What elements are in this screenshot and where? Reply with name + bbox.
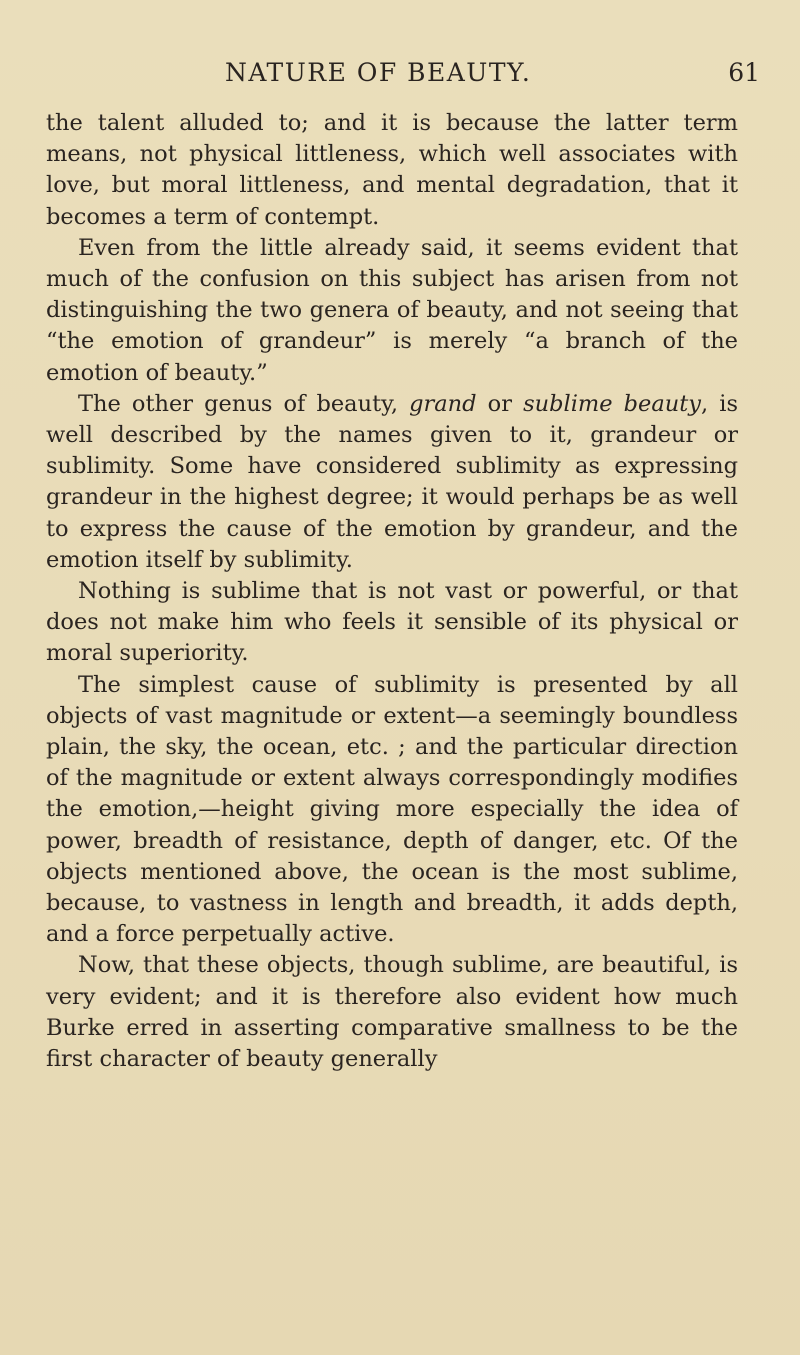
paragraph: Now, that these objects, though sublime, are beautiful, is very evident; and it is therefore also evident how much Burke erred in asserting comparative smallness to be the first character of beauty generally xyxy=(46,952,738,1073)
paragraph: The simplest cause of sublimity is presented by all objects of vast magnitude or extent—a seemingly boundless plain, the sky, the ocean, etc. ; and the particular direction of the magnitude or extent always correspondingly modifies the emotion,—height giving more especially the idea of power, breadth of resistance, depth of danger, etc. Of the objects mentioned above, the ocean is the most sublime, because, to vastness in length and breadth, it adds depth, and a force perpetually active. xyxy=(46,671,738,948)
page-number: 61 xyxy=(728,58,760,87)
running-title: NATURE OF BEAUTY. xyxy=(225,58,532,87)
paragraph: the talent alluded to; and it is because the latter term means, not physical littleness, which well associates with love, but moral littleness, and mental degradation, that it becomes a term of contempt. xyxy=(46,110,738,230)
body-text xyxy=(46,108,738,1075)
paragraph-text: The other genus of beauty, xyxy=(78,390,410,417)
italic-term: sublime beauty xyxy=(523,390,702,417)
paragraph xyxy=(46,389,738,576)
paragraph: Nothing is sublime that is not vast or powerful, or that does not make him who feels it sensible of its physical or moral superiority. xyxy=(46,578,738,667)
paragraph-text: , is well described by the names given to it, grandeur or sublimity. Some have considered sublimity as expressing grandeur in the highest degree; it would perhaps be as well to express the cause of the emotion by grandeur, and the emotion itself by sublimity. xyxy=(46,390,739,573)
paragraph: Even from the little already said, it seems evident that much of the confusion on this subject has arisen from not distinguishing the two genera of beauty, and not seeing that “the emotion of grandeur” is merely “a branch of the emotion of beauty.” xyxy=(46,234,738,386)
paragraph-text: or xyxy=(476,390,524,417)
page-header xyxy=(40,58,760,98)
italic-term: grand xyxy=(409,390,477,417)
